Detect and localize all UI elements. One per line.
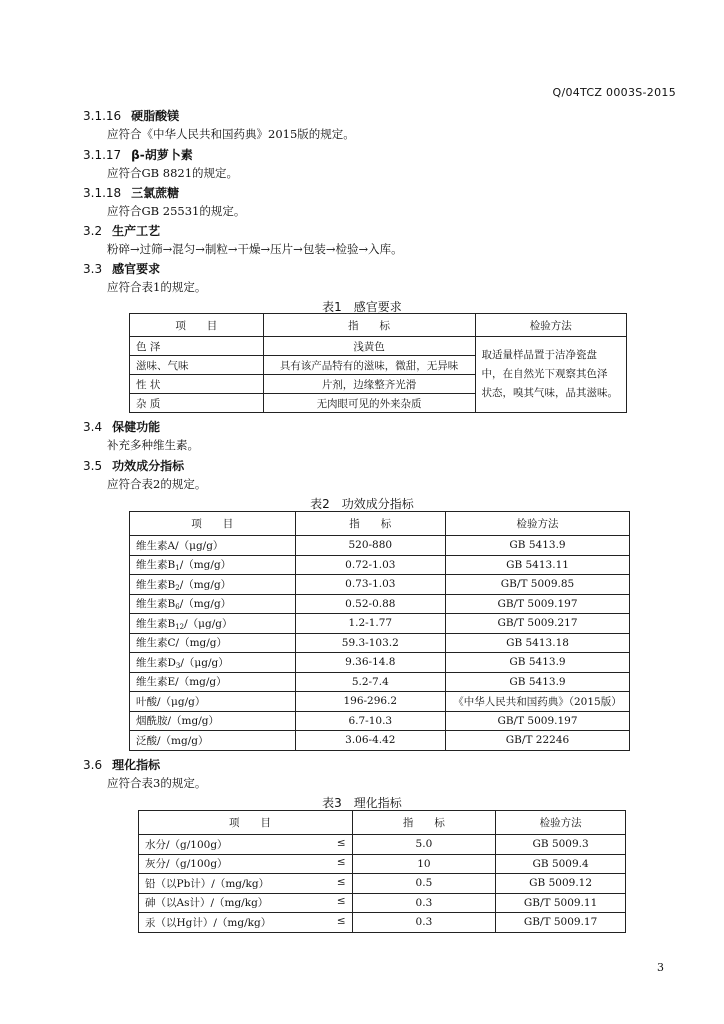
table-cell: [130, 711, 296, 731]
section-heading: [83, 756, 160, 773]
section-title: 生产工艺: [112, 224, 161, 238]
section-title: 功效成分指标: [112, 459, 185, 473]
section-title: 三氯蔗糖: [131, 186, 180, 200]
table-row: [130, 711, 630, 731]
method-line: 中，在自然光下观察其色泽: [481, 368, 608, 380]
table3-caption: 表3 理化指标: [322, 796, 402, 810]
page-number: 3: [657, 961, 664, 974]
nutrient-unit: /（μg/g）: [157, 695, 206, 708]
table-cell: [130, 653, 296, 673]
section-heading: [83, 418, 160, 435]
section-heading: [83, 146, 193, 163]
table-cell: GB 5413.11: [446, 555, 630, 575]
nutrient-name: 维生素E: [136, 676, 176, 689]
table-cell: GB/T 5009.11: [496, 893, 626, 913]
nutrient-subscript: 1: [175, 564, 180, 573]
table-cell: 《中华人民共和国药典》（2015版）: [446, 692, 630, 712]
table-cell: GB/T 5009.85: [446, 575, 630, 595]
section-text: 应符合表2的规定。: [107, 477, 207, 491]
table-row: [139, 835, 626, 855]
table-row: [130, 614, 630, 634]
table-cell: 色 泽: [130, 337, 264, 356]
table-row: [130, 692, 630, 712]
table-cell: [130, 614, 296, 634]
method-line: 取适量样品置于洁净瓷盘: [481, 349, 597, 361]
table-cell: GB/T 5009.197: [446, 594, 630, 614]
table1-header-value: 指 标: [263, 314, 475, 337]
table-cell: [130, 536, 296, 556]
table-cell: GB/T 5009.197: [446, 711, 630, 731]
table-cell: 0.5: [352, 874, 496, 894]
table-row: [130, 653, 630, 673]
section-number: 3.2: [83, 224, 103, 238]
section-title: β-胡萝卜素: [131, 148, 193, 162]
le-sign: ≤: [336, 856, 346, 869]
table-cell: 0.72-1.03: [295, 555, 445, 575]
table3-physchem: [138, 810, 626, 933]
le-sign: ≤: [336, 836, 346, 849]
table3-header-method: 检验方法: [496, 811, 626, 835]
table2-functional: [129, 511, 630, 751]
nutrient-unit: /（μg/g）: [184, 617, 233, 630]
table-cell: [139, 913, 353, 933]
section-heading: [83, 457, 184, 474]
table-cell: 无肉眼可见的外来杂质: [263, 394, 475, 413]
table-cell: GB/T 5009.17: [496, 913, 626, 933]
table-cell: 5.2-7.4: [295, 672, 445, 692]
table-row: [130, 594, 630, 614]
table-row: [130, 536, 630, 556]
section-text: 应符合表1的规定。: [107, 280, 207, 294]
table-cell: 6.7-10.3: [295, 711, 445, 731]
section-title: 硬脂酸镁: [131, 109, 180, 123]
table-cell: GB 5009.4: [496, 854, 626, 874]
table-cell: 196-296.2: [295, 692, 445, 712]
item-label: 水分/（g/100g）: [145, 838, 228, 851]
table-cell: 0.3: [352, 913, 496, 933]
table-row: [139, 893, 626, 913]
table-row: [130, 555, 630, 575]
table-cell: 性 状: [130, 375, 264, 394]
table-cell: 0.73-1.03: [295, 575, 445, 595]
table-cell: [130, 575, 296, 595]
table-row: [139, 913, 626, 933]
table-cell: GB 5009.12: [496, 874, 626, 894]
nutrient-subscript: 6: [175, 603, 180, 612]
section-number: 3.3: [83, 262, 103, 276]
method-line: 状态，嗅其气味，品其滋味。: [481, 387, 618, 399]
table3-header-item: 项 目: [139, 811, 353, 835]
nutrient-name: 维生素B: [136, 617, 176, 630]
section-number: 3.1.17: [83, 148, 122, 162]
table2-header-value: 指 标: [295, 512, 445, 536]
table-cell: 杂 质: [130, 394, 264, 413]
section-heading: [83, 184, 179, 201]
nutrient-unit: /（mg/g）: [175, 637, 228, 650]
table1-method-cell: [475, 337, 627, 413]
table-cell: GB 5413.9: [446, 653, 630, 673]
section-heading: [83, 260, 160, 277]
nutrient-name: 维生素B: [136, 578, 176, 591]
section-number: 3.6: [83, 758, 103, 772]
table-cell: [130, 731, 296, 751]
nutrient-unit: /（μg/g）: [175, 539, 224, 552]
table-row: [130, 731, 630, 751]
section-number: 3.1.16: [83, 109, 122, 123]
nutrient-name: 维生素D: [136, 656, 176, 669]
item-label: 灰分/（g/100g）: [145, 858, 228, 871]
nutrient-name: 维生素C: [136, 637, 176, 650]
table-cell: 具有该产品特有的滋味，微甜，无异味: [263, 356, 475, 375]
nutrient-subscript: 3: [175, 661, 181, 670]
table-cell: [130, 633, 296, 653]
table-cell: [130, 555, 296, 575]
table-row: [130, 633, 630, 653]
table-cell: GB 5413.9: [446, 536, 630, 556]
table-cell: [139, 835, 353, 855]
item-label: 铅（以Pb计）/（mg/kg）: [145, 877, 270, 890]
table-cell: 浅黄色: [263, 337, 475, 356]
table1-header-method: 检验方法: [475, 314, 627, 337]
le-sign: ≤: [336, 875, 346, 888]
section-heading: [83, 107, 179, 124]
table-cell: GB/T 5009.217: [446, 614, 630, 634]
table-cell: [130, 594, 296, 614]
section-title: 感官要求: [112, 262, 161, 276]
table-cell: 3.06-4.42: [295, 731, 445, 751]
le-sign: ≤: [336, 895, 346, 908]
section-number: 3.5: [83, 459, 103, 473]
nutrient-name: 维生素A: [136, 539, 176, 552]
section-title: 保健功能: [112, 420, 161, 434]
item-label: 汞（以Hg计）/（mg/kg）: [145, 916, 272, 929]
table1-header-item: 项 目: [130, 314, 264, 337]
nutrient-subscript: 2: [175, 583, 180, 592]
table-row: [139, 854, 626, 874]
section-text: 应符合表3的规定。: [107, 776, 207, 790]
table-cell: [139, 893, 353, 913]
table-cell: GB 5009.3: [496, 835, 626, 855]
table-cell: 片剂，边缘整齐光滑: [263, 375, 475, 394]
table1-sensory: [129, 313, 627, 413]
table2-header-item: 项 目: [130, 512, 296, 536]
le-sign: ≤: [336, 914, 346, 927]
table-cell: [130, 672, 296, 692]
nutrient-name: 叶酸: [136, 695, 157, 708]
nutrient-subscript: 12: [175, 622, 185, 631]
nutrient-name: 维生素B: [136, 598, 176, 611]
doc-code: Q/04TCZ 0003S-2015: [552, 86, 676, 99]
section-text: 应符合GB 8821的规定。: [107, 166, 239, 180]
table-cell: 1.2-1.77: [295, 614, 445, 634]
nutrient-unit: /（mg/g）: [175, 676, 227, 689]
section-number: 3.1.18: [83, 186, 122, 200]
table-cell: 0.52-0.88: [295, 594, 445, 614]
table2-caption: 表2 功效成分指标: [310, 497, 414, 511]
table-cell: 59.3-103.2: [295, 633, 445, 653]
table-cell: [139, 874, 353, 894]
table1-caption: 表1 感官要求: [322, 300, 402, 314]
nutrient-unit: /（μg/g）: [180, 656, 229, 669]
section-text: 应符合《中华人民共和国药典》2015版的规定。: [107, 127, 355, 141]
table-cell: 5.0: [352, 835, 496, 855]
nutrient-unit: /（mg/g）: [179, 559, 232, 572]
table-cell: 9.36-14.8: [295, 653, 445, 673]
table3-header-value: 指 标: [352, 811, 496, 835]
nutrient-unit: /（mg/g）: [179, 598, 232, 611]
table-row: [130, 575, 630, 595]
table-row: [130, 672, 630, 692]
nutrient-unit: /（mg/g）: [167, 715, 219, 728]
section-number: 3.4: [83, 420, 103, 434]
table-cell: 滋味、气味: [130, 356, 264, 375]
nutrient-unit: /（mg/g）: [179, 578, 232, 591]
table-cell: GB 5413.18: [446, 633, 630, 653]
section-heading: [83, 222, 160, 239]
table-cell: GB/T 22246: [446, 731, 630, 751]
nutrient-name: 维生素B: [136, 559, 176, 572]
section-title: 理化指标: [112, 758, 161, 772]
table-cell: 0.3: [352, 893, 496, 913]
section-text: 应符合GB 25531的规定。: [107, 204, 246, 218]
table-cell: GB 5413.9: [446, 672, 630, 692]
table2-header-method: 检验方法: [446, 512, 630, 536]
section-text: 粉碎→过筛→混匀→制粒→干燥→压片→包装→检验→入库。: [107, 242, 403, 256]
table-row: [139, 874, 626, 894]
table-cell: 10: [352, 854, 496, 874]
nutrient-name: 泛酸: [136, 734, 157, 747]
nutrient-unit: /（mg/g）: [157, 734, 209, 747]
table-cell: 520-880: [295, 536, 445, 556]
table-cell: [130, 692, 296, 712]
section-text: 补充多种维生素。: [107, 438, 199, 452]
table-cell: [139, 854, 353, 874]
nutrient-name: 烟酰胺: [136, 715, 168, 728]
item-label: 砷（以As计）/（mg/kg）: [145, 897, 269, 910]
